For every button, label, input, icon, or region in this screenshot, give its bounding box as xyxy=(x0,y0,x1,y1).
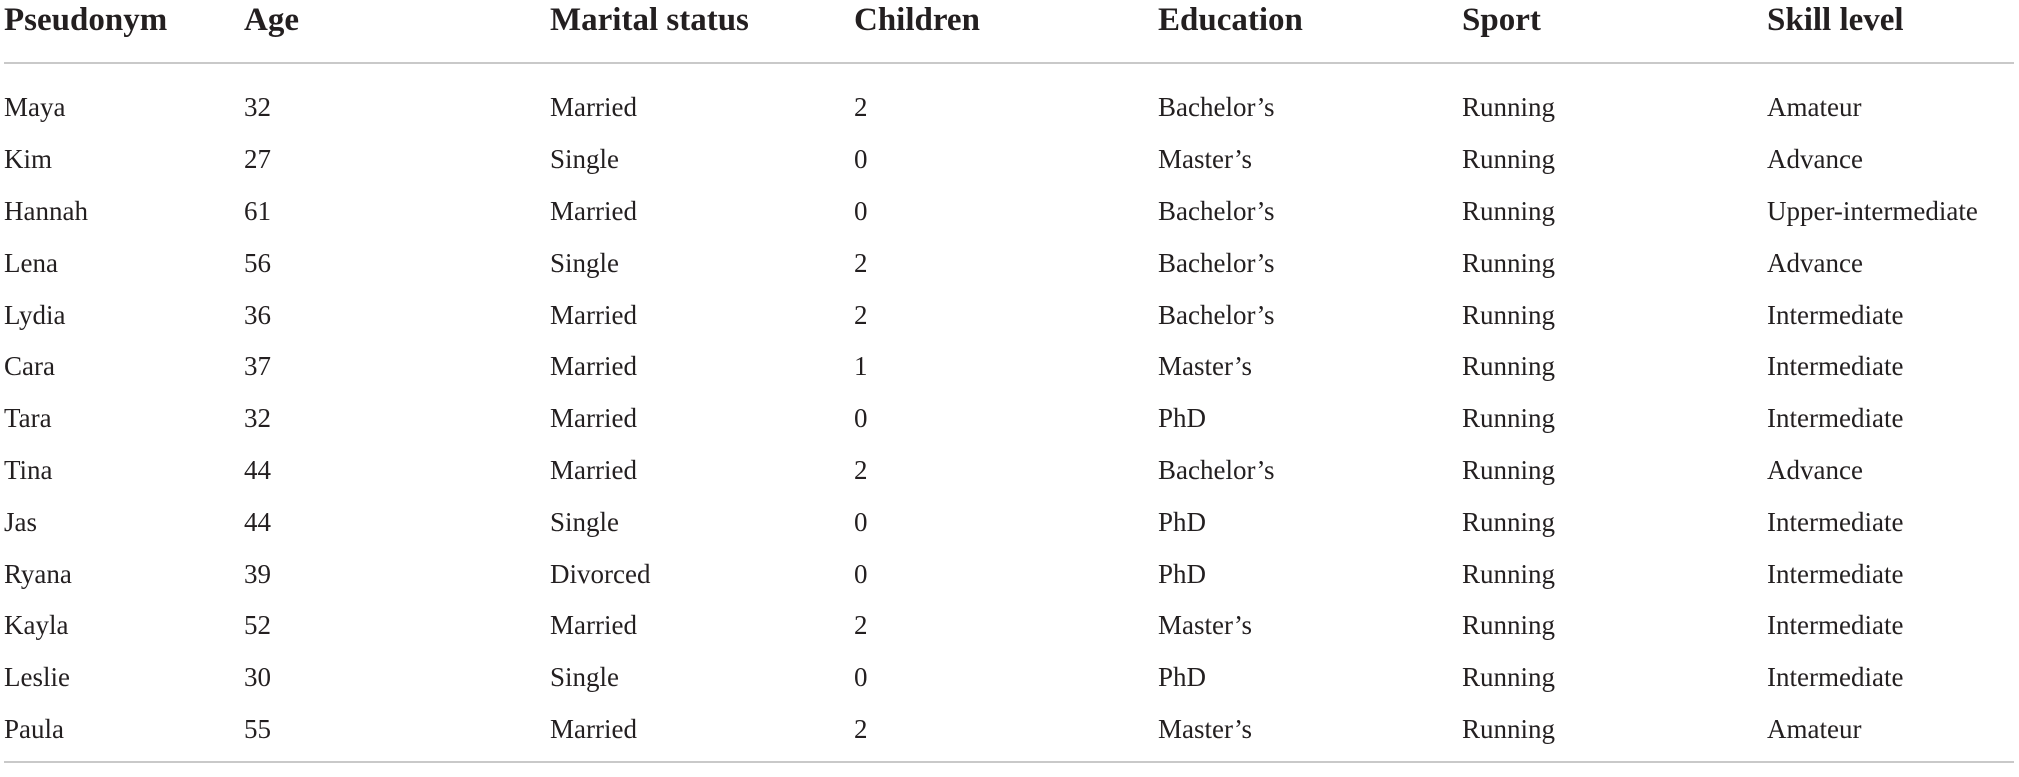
cell-pseudonym: Maya xyxy=(4,92,66,123)
header-sport: Sport xyxy=(1462,0,1767,63)
table-body xyxy=(4,63,2014,762)
cell-marital-status: Married xyxy=(550,299,637,330)
cell-pseudonym: Cara xyxy=(4,351,55,382)
cell-skill-level: Intermediate xyxy=(1767,558,1904,589)
cell-children: 0 xyxy=(854,195,868,226)
cell-age: 55 xyxy=(244,704,550,763)
cell-skill-level: Intermediate xyxy=(1767,506,1904,537)
cell-marital-status: Married xyxy=(550,195,637,226)
cell-education: Bachelor’s xyxy=(1158,247,1275,278)
cell-children: 0 xyxy=(854,506,868,537)
cell-pseudonym: Leslie xyxy=(4,662,70,693)
cell-sport: Running xyxy=(1462,351,1556,382)
header-children: Children xyxy=(854,0,1158,63)
cell-sport: Running xyxy=(1462,299,1556,330)
table-row xyxy=(4,548,2014,600)
cell-skill-level: Intermediate xyxy=(1767,403,1904,434)
cell-pseudonym: Paula xyxy=(4,704,244,763)
cell-age: 39 xyxy=(244,558,271,589)
header-marital-status: Marital status xyxy=(550,0,854,63)
cell-marital-status: Single xyxy=(550,506,620,537)
cell-education: Bachelor’s xyxy=(1158,92,1275,123)
cell-education: Master’s xyxy=(1158,351,1252,382)
table-row xyxy=(4,341,2014,393)
table-row xyxy=(4,134,2014,186)
cell-pseudonym: Hannah xyxy=(4,195,88,226)
cell-age: 44 xyxy=(244,506,271,537)
table-row xyxy=(4,237,2014,289)
cell-sport: Running xyxy=(1462,247,1556,278)
cell-marital-status: Single xyxy=(550,144,620,175)
cell-skill-level: Intermediate xyxy=(1767,351,1904,382)
cell-marital-status: Married xyxy=(550,92,637,123)
cell-children: 0 xyxy=(854,558,868,589)
cell-marital-status: Married xyxy=(550,351,637,382)
cell-sport: Running xyxy=(1462,506,1556,537)
cell-skill-level: Intermediate xyxy=(1767,662,1904,693)
cell-sport: Running xyxy=(1462,144,1556,175)
cell-sport: Running xyxy=(1462,403,1556,434)
cell-pseudonym: Lena xyxy=(4,247,58,278)
cell-age: 32 xyxy=(244,92,271,123)
cell-age: 32 xyxy=(244,403,271,434)
cell-sport: Running xyxy=(1462,610,1556,641)
cell-education: Master’s xyxy=(1158,610,1252,641)
table-row xyxy=(4,496,2014,548)
cell-children: 2 xyxy=(854,247,868,278)
cell-sport: Running xyxy=(1462,92,1556,123)
table-row xyxy=(4,445,2014,497)
cell-education: Bachelor’s xyxy=(1158,195,1275,226)
cell-marital-status: Married xyxy=(550,454,637,485)
cell-education: PhD xyxy=(1158,506,1207,537)
cell-education: Bachelor’s xyxy=(1158,299,1275,330)
cell-marital-status: Single xyxy=(550,662,620,693)
header-education: Education xyxy=(1158,0,1462,63)
cell-skill-level: Advance xyxy=(1767,454,1863,485)
cell-education: PhD xyxy=(1158,558,1207,589)
table-row xyxy=(4,186,2014,238)
cell-marital-status: Married xyxy=(550,610,637,641)
cell-age: 61 xyxy=(244,195,271,226)
cell-children: 2 xyxy=(854,704,1158,763)
cell-children: 2 xyxy=(854,299,868,330)
cell-sport: Running xyxy=(1462,704,1767,763)
cell-marital-status: Married xyxy=(550,403,637,434)
cell-marital-status: Single xyxy=(550,247,620,278)
cell-children: 2 xyxy=(854,454,868,485)
table-row xyxy=(4,704,2014,763)
cell-skill-level: Advance xyxy=(1767,247,1863,278)
table-row xyxy=(4,652,2014,704)
cell-children: 0 xyxy=(854,403,868,434)
table-row xyxy=(4,393,2014,445)
table-header xyxy=(4,0,2014,63)
cell-skill-level: Intermediate xyxy=(1767,610,1904,641)
cell-skill-level: Amateur xyxy=(1767,92,1862,123)
cell-age: 56 xyxy=(244,247,271,278)
cell-pseudonym: Jas xyxy=(4,506,37,537)
cell-sport: Running xyxy=(1462,195,1556,226)
header-pseudonym: Pseudonym xyxy=(4,0,244,63)
cell-sport: Running xyxy=(1462,662,1556,693)
header-skill-level: Skill level xyxy=(1767,0,2014,63)
cell-education: Master’s xyxy=(1158,704,1462,763)
cell-children: 0 xyxy=(854,662,868,693)
header-row xyxy=(4,0,2014,63)
cell-children: 2 xyxy=(854,610,868,641)
cell-age: 36 xyxy=(244,299,271,330)
header-age: Age xyxy=(244,0,550,63)
cell-skill-level: Amateur xyxy=(1767,704,2014,763)
cell-education: Bachelor’s xyxy=(1158,454,1275,485)
cell-skill-level: Upper-intermediate xyxy=(1767,195,1978,226)
cell-children: 2 xyxy=(854,92,868,123)
cell-children: 0 xyxy=(854,144,868,175)
cell-age: 27 xyxy=(244,144,271,175)
cell-pseudonym: Tara xyxy=(4,403,52,434)
cell-marital-status: Divorced xyxy=(550,558,651,589)
cell-education: Master’s xyxy=(1158,144,1252,175)
cell-education: PhD xyxy=(1158,662,1207,693)
table-row xyxy=(4,289,2014,341)
cell-education: PhD xyxy=(1158,403,1207,434)
cell-pseudonym: Kayla xyxy=(4,610,69,641)
cell-sport: Running xyxy=(1462,558,1556,589)
cell-age: 37 xyxy=(244,351,271,382)
cell-age: 52 xyxy=(244,610,271,641)
participants-table xyxy=(4,0,2014,763)
cell-sport: Running xyxy=(1462,454,1556,485)
cell-pseudonym: Kim xyxy=(4,144,53,175)
cell-pseudonym: Tina xyxy=(4,454,53,485)
cell-children: 1 xyxy=(854,351,868,382)
cell-age: 44 xyxy=(244,454,271,485)
cell-skill-level: Advance xyxy=(1767,144,1863,175)
cell-pseudonym: Ryana xyxy=(4,558,72,589)
cell-pseudonym: Lydia xyxy=(4,299,66,330)
table-row xyxy=(4,63,2014,134)
cell-marital-status: Married xyxy=(550,704,854,763)
cell-age: 30 xyxy=(244,662,271,693)
cell-skill-level: Intermediate xyxy=(1767,299,1904,330)
table-row xyxy=(4,600,2014,652)
